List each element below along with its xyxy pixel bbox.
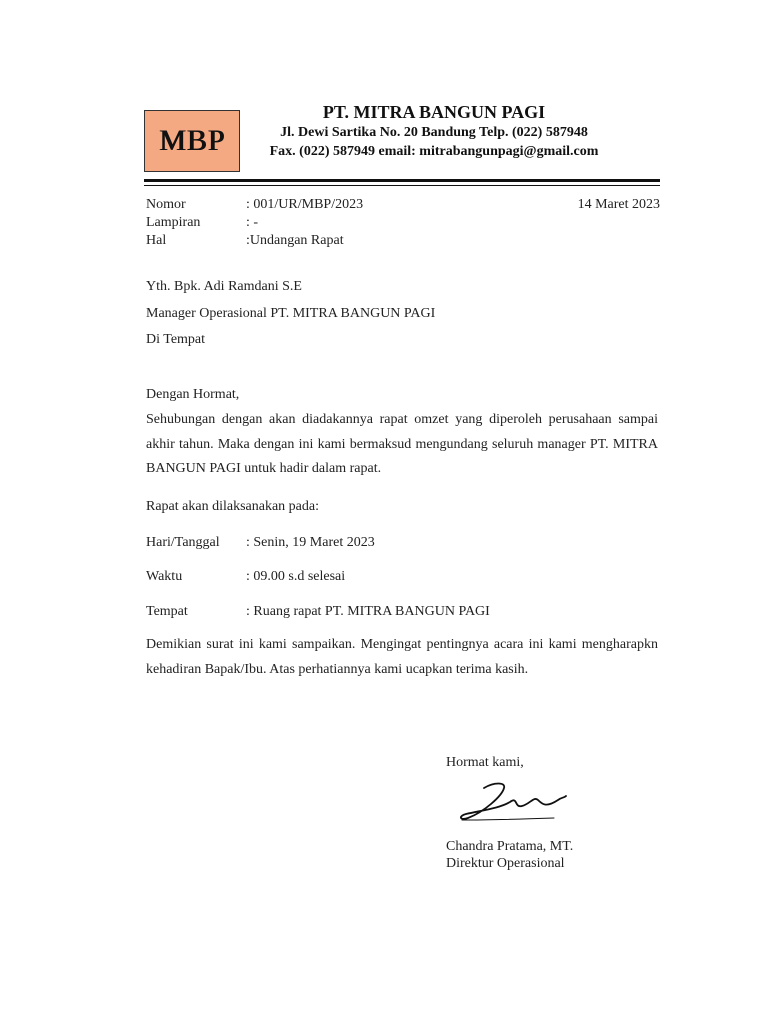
closing-paragraph: Demikian surat ini kami sampaikan. Mengingat pentingnya acara ini kami mengharapkn kehadiran Bapak/Ibu. Atas perhatiannya kami ucapkan terima kasih. — [146, 637, 658, 677]
detail-value: : Senin, 19 Maret 2023 — [246, 535, 375, 550]
salutation: Hormat kami, — [446, 755, 524, 770]
signatory-name: Chandra Pratama, MT. — [446, 839, 574, 854]
company-address: Jl. Dewi Sartika No. 20 Bandung Telp. (022) 587948 — [280, 125, 588, 140]
schedule-intro: Rapat akan dilaksanakan pada: — [146, 499, 319, 514]
letterhead-divider-thin — [144, 185, 660, 186]
company-logo — [144, 110, 240, 172]
detail-label: Hari/Tanggal — [146, 535, 220, 550]
greeting: Dengan Hormat, — [146, 387, 240, 402]
lampiran-label: Lampiran — [146, 215, 201, 230]
letter-date: 14 Maret 2023 — [577, 197, 660, 212]
nomor-label: Nomor — [146, 197, 186, 212]
nomor-value: : 001/UR/MBP/2023 — [246, 197, 364, 212]
detail-label: Waktu — [146, 569, 183, 584]
company-contact: Fax. (022) 587949 email: mitrabangunpagi@gmail.com — [269, 144, 599, 159]
detail-value: : Ruang rapat PT. MITRA BANGUN PAGI — [246, 604, 490, 619]
detail-label: Tempat — [146, 604, 188, 619]
lampiran-value: : - — [246, 215, 259, 230]
hal-label: Hal — [146, 233, 167, 248]
signatory-title: Direktur Operasional — [446, 856, 565, 871]
detail-value: : 09.00 s.d selesai — [246, 569, 346, 584]
recipient-name: Yth. Bpk. Adi Ramdani S.E — [146, 279, 302, 294]
logo-text: MBP — [158, 124, 226, 157]
hal-value: :Undangan Rapat — [246, 233, 344, 248]
company-name: PT. MITRA BANGUN PAGI — [322, 102, 546, 122]
recipient-position: Manager Operasional PT. MITRA BANGUN PAGI — [146, 306, 436, 321]
body-paragraph: Sehubungan dengan akan diadakannya rapat omzet yang diperoleh perusahaan sampai akhir tahun. Maka dengan ini kami bermaksud mengundang seluruh manager PT. MITRA BANGUN PAGI untuk hadir dalam rapat. — [146, 412, 658, 476]
signature-image — [454, 778, 570, 826]
letterhead-divider-thick — [144, 179, 660, 182]
recipient-location: Di Tempat — [146, 332, 206, 347]
